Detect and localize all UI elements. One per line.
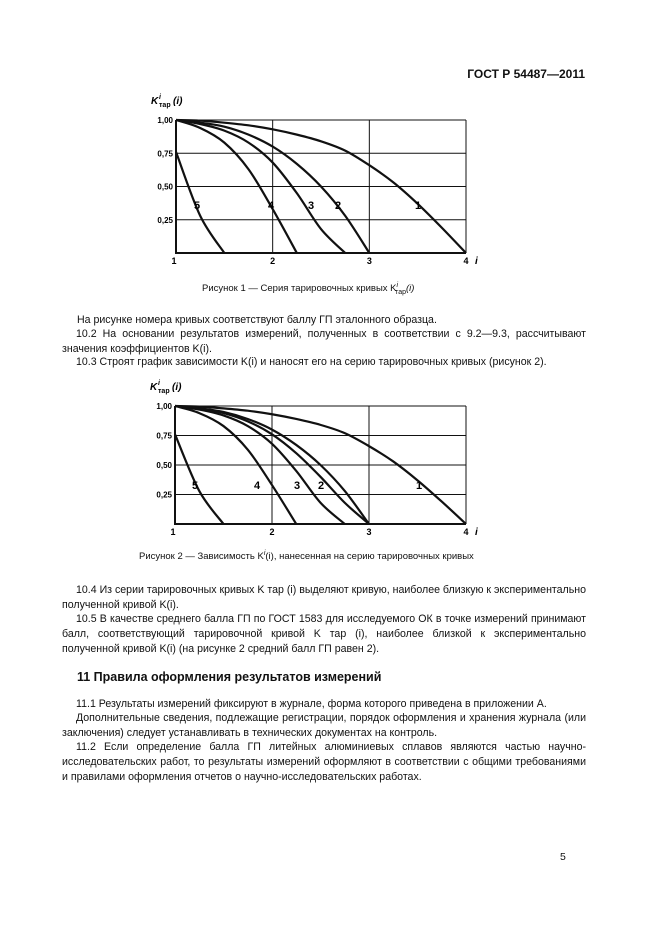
curve-label-3: 3 [294, 480, 301, 492]
x-tick-label: 2 [270, 256, 276, 266]
y-tick-label: 0,75 [156, 431, 172, 441]
x-tick-label: 4 [463, 527, 469, 537]
curve-label-1: 1 [416, 480, 423, 492]
paragraph-11-1: 11.1 Результаты измерений фиксируют в журнале, форма которого приведена в приложении А. [76, 698, 547, 710]
curve-label-5: 5 [192, 480, 199, 492]
x-axis-label: i [475, 527, 478, 538]
figure-1-chart [0, 92, 661, 272]
x-tick-label: 1 [170, 527, 176, 537]
x-axis-label: i [475, 256, 478, 267]
paragraph-11-1-details: Дополнительные сведения, подлежащие регистрации, порядок оформления и хранения журнала (или заключения) следует устанавливать в технических документах на контроль. [62, 712, 586, 739]
x-tick-label: 1 [171, 256, 177, 266]
y-tick-label: 0,50 [156, 461, 172, 470]
svg-text:i: i [158, 380, 160, 387]
x-tick-label: 2 [269, 527, 275, 537]
curve-5 [176, 152, 224, 253]
curve-label-1: 1 [415, 200, 422, 212]
figure-2-chart [0, 378, 661, 538]
y-tick-label: 0,25 [156, 490, 172, 500]
y-tick-label: 0,25 [157, 215, 173, 225]
paragraph-10-4: 10.4 Из серии тарировочных кривых K тар (i) выделяют кривую, наиболее близкую к экспериментально полученной кривой K(i). [62, 584, 586, 611]
paragraph-10-2: 10.2 На основании результатов измерений, полученных в соответствии с 9.2—9.3, рассчитывают значения коэффициентов K(i). [62, 328, 586, 355]
section-11-title: 11 Правила оформления результатов измерений [77, 670, 382, 684]
x-tick-label: 3 [366, 527, 372, 537]
paragraph-note: На рисунке номера кривых соответствуют баллу ГП эталонного образца. [77, 314, 437, 326]
svg-text:тар: тар [158, 388, 170, 395]
figure-1-caption: Рисунок 1 — Серия тарировочных кривых $K^i_{тар}(i)$ [202, 282, 415, 297]
x-tick-label: 3 [366, 256, 372, 266]
svg-text:K: K [151, 96, 159, 107]
svg-text:тар: тар [159, 102, 171, 109]
y-tick-label: 0,50 [157, 182, 173, 192]
y-tick-label: 0,75 [157, 149, 173, 159]
y-axis-label [150, 380, 182, 395]
curve-label-3: 3 [308, 200, 315, 212]
document-code: ГОСТ Р 54487—2011 [467, 67, 585, 81]
paragraph-10-5: 10.5 В качестве среднего балла ГП по ГОСТ 1583 для исследуемого ОК в точке измерений принимают балл, соответствующий тарировочной кривой K тар (i), наиболее близкой к экспериментально полученной кривой K(i) (на рисунке 2 средний балл ГП равен 2). [62, 613, 586, 655]
curve-label-5: 5 [194, 200, 201, 212]
plot-area [156, 402, 478, 538]
curve-label-4: 4 [254, 480, 261, 492]
curve-label-2: 2 [318, 480, 325, 492]
paragraph-10-3: 10.3 Строят график зависимости K(i) и наносят его на серию тарировочных кривых (рисунок 2). [76, 356, 547, 368]
curve-5 [175, 434, 224, 524]
page-number: 5 [560, 851, 566, 863]
plot-area [157, 116, 478, 267]
figure-2-caption: Рисунок 2 — Зависимость $K^i(i)$, нанесенная на серию тарировочных кривых [139, 550, 474, 563]
svg-text:(i): (i) [173, 96, 183, 107]
x-tick-label: 4 [463, 256, 469, 266]
y-tick-label: 1,00 [156, 402, 172, 411]
svg-text:(i): (i) [172, 382, 182, 393]
curve-label-2: 2 [335, 200, 342, 212]
y-tick-label: 1,00 [157, 116, 173, 125]
curve-label-4: 4 [268, 200, 275, 212]
paragraph-11-2: 11.2 Если определение балла ГП литейных алюминиевых сплавов являются частью научно-исследовательских работ, то результаты измерений оформляют в соответствии с общими требованиями и правилами оформления отчетов о научно-исследовательских работах. [62, 741, 586, 783]
y-axis-label [151, 94, 183, 109]
svg-text:K: K [150, 382, 158, 393]
svg-text:i: i [159, 94, 161, 101]
